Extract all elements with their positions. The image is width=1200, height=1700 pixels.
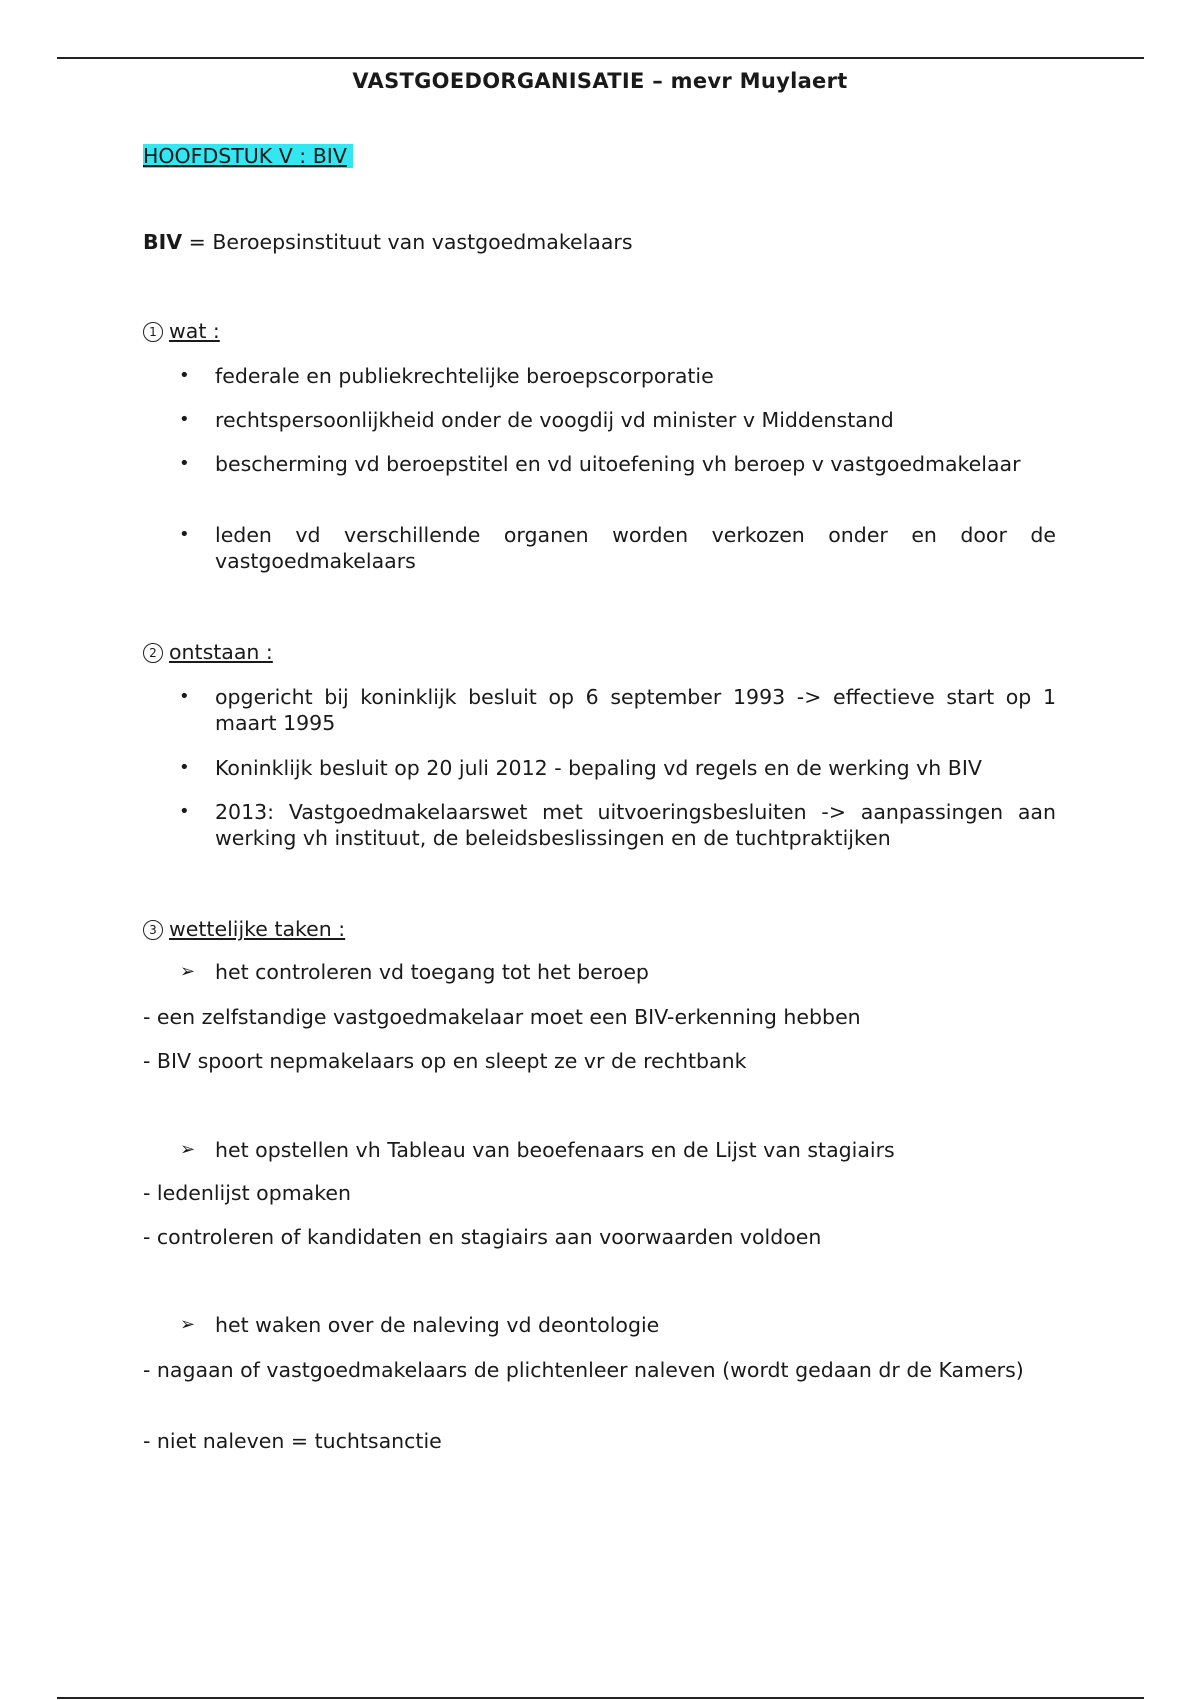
chapter-heading <box>143 143 353 169</box>
section-3-heading <box>143 916 345 942</box>
definition <box>143 229 633 255</box>
bullet-icon: • <box>179 453 190 474</box>
task-detail: - nagaan of vastgoedmakelaars de plichtenleer naleven (wordt gedaan dr de Kamers) <box>143 1358 1024 1382</box>
circled-number-icon: 1 <box>143 322 163 342</box>
section-2-title: ontstaan : <box>169 640 273 664</box>
task-detail: - niet naleven = tuchtsanctie <box>143 1429 442 1453</box>
task-detail: - controleren of kandidaten en stagiairs aan voorwaarden voldoen <box>143 1225 822 1249</box>
bullet-icon: • <box>179 524 190 545</box>
arrow-bullet-icon: ➢ <box>180 961 196 982</box>
arrow-bullet-icon: ➢ <box>180 1139 196 1160</box>
list-item: 2013: Vastgoedmakelaarswet met uitvoeringsbesluiten -> aanpassingen aan werking vh instituut, de beleidsbeslissingen en de tuchtpraktijken <box>215 800 1056 850</box>
list-item: bescherming vd beroepstitel en vd uitoefening vh beroep v vastgoedmakelaar <box>215 452 1021 476</box>
bullet-icon: • <box>179 801 190 822</box>
bullet-icon: • <box>179 365 190 386</box>
circled-number-icon: 3 <box>143 920 163 940</box>
list-item: rechtspersoonlijkheid onder de voogdij vd minister v Middenstand <box>215 408 894 432</box>
header-rule <box>57 57 1144 59</box>
arrow-bullet-icon: ➢ <box>180 1314 196 1335</box>
list-item: leden vd verschillende organen worden verkozen onder en door de vastgoedmakelaars <box>215 523 1056 573</box>
bullet-icon: • <box>179 686 190 707</box>
bullet-icon: • <box>179 409 190 430</box>
circled-number-icon: 2 <box>143 643 163 663</box>
definition-text: = Beroepsinstituut van vastgoedmakelaars <box>182 230 633 254</box>
page-header-title: VASTGOEDORGANISATIE – mevr Muylaert <box>352 69 848 93</box>
bullet-icon: • <box>179 757 190 778</box>
section-3-title: wettelijke taken : <box>169 917 346 941</box>
list-item: federale en publiekrechtelijke beroepscorporatie <box>215 364 714 388</box>
chapter-title: HOOFDSTUK V : BIV <box>143 144 353 168</box>
task-title: het waken over de naleving vd deontologie <box>215 1313 660 1337</box>
section-1-heading <box>143 318 220 344</box>
definition-term: BIV <box>143 230 183 254</box>
task-detail: - BIV spoort nepmakelaars op en sleept ze vr de rechtbank <box>143 1049 747 1073</box>
task-title: het controleren vd toegang tot het beroep <box>215 960 649 984</box>
footer-rule <box>57 1697 1144 1699</box>
task-title: het opstellen vh Tableau van beoefenaars en de Lijst van stagiairs <box>215 1138 895 1162</box>
list-item: opgericht bij koninklijk besluit op 6 september 1993 -> effectieve start op 1 maart 1995 <box>215 685 1056 735</box>
list-item: Koninklijk besluit op 20 juli 2012 - bepaling vd regels en de werking vh BIV <box>215 756 982 780</box>
section-2-heading <box>143 639 273 665</box>
task-detail: - ledenlijst opmaken <box>143 1181 351 1205</box>
task-detail: - een zelfstandige vastgoedmakelaar moet een BIV-erkenning hebben <box>143 1005 861 1029</box>
section-1-title: wat : <box>169 319 220 343</box>
